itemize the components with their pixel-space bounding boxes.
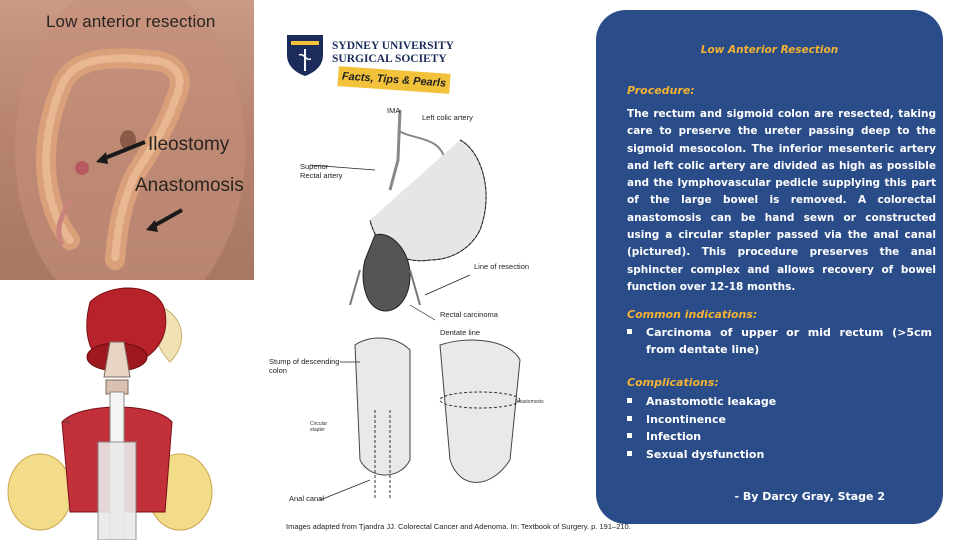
bullet-icon (627, 451, 632, 456)
indications-heading: Common indications: (627, 308, 758, 321)
complication-text: Sexual dysfunction (646, 448, 765, 461)
superior-rectal-label: Superior Rectal artery (300, 162, 343, 180)
complication-item (627, 393, 776, 410)
complication-text: Infection (646, 430, 702, 443)
stapler-drawing (0, 282, 254, 540)
complications-heading: Complications: (627, 376, 719, 389)
complication-item (627, 428, 701, 445)
ileostomy-label: Ileostomy (148, 134, 230, 155)
complication-text: Anastomotic leakage (646, 395, 777, 408)
society-name-line1: SYDNEY UNIVERSITY (332, 40, 454, 52)
complication-item (627, 446, 764, 463)
bullet-icon (627, 398, 632, 403)
sydney-uni-shield-logo (283, 33, 327, 77)
bullet-icon (627, 329, 632, 334)
anastomosis-label: Anastomosis (135, 175, 244, 196)
complication-item (627, 411, 726, 428)
info-card (596, 10, 943, 524)
circular-stapler-illustration (0, 282, 254, 540)
bullet-icon (627, 433, 632, 438)
indication-text: Carcinoma of upper or mid rectum (>5cm from dentate line) (646, 326, 932, 357)
colon-anatomy-photo (0, 0, 254, 280)
procedure-heading: Procedure: (627, 84, 695, 97)
ima-label: IMA (387, 106, 401, 115)
logo-tagline: Facts, Tips & Pearls (337, 66, 450, 94)
procedure-text: The rectum and sigmoid colon are resected, taking care to preserve the ureter passing deep to the sigmoid mesocolon. The inferior mesenteric artery and left colic artery are divided as high as possible and the lymphovascular pedicle supplying this part of the large bowel is removed. A colorectal anastomosis can be hand sewn or constructed using a circular stapler passed via the anal canal (pictured). This procedure preserves the anal sphincter complex and allows recovery of bowel function over 12-18 months. (627, 108, 936, 293)
image-caption: Images adapted from Tjandra JJ. Colorectal Cancer and Adenoma. In: Textbook of Surgery. p. 191–210. (286, 522, 631, 531)
bullet-icon (627, 416, 632, 421)
card-title: Low Anterior Resection (700, 44, 839, 56)
indication-item (627, 324, 936, 359)
line-of-resection-label: Line of resection (474, 262, 530, 271)
photo-title: Low anterior resection (46, 12, 216, 31)
anal-canal-label: Anal canal (289, 494, 325, 503)
dentate-line-label: Dentate line (440, 328, 481, 337)
society-name-line2: SURGICAL SOCIETY (332, 53, 447, 65)
author-credit: - By Darcy Gray, Stage 2 (734, 490, 885, 503)
left-colic-label: Left colic artery (422, 113, 473, 122)
circular-stapler-label: Circular stapler (310, 421, 328, 433)
rectal-carcinoma-label: Rectal carcinoma (440, 310, 498, 319)
complication-text: Incontinence (646, 413, 726, 426)
anastomosis-diagram-label: Anastomosis (515, 399, 544, 405)
society-name (332, 40, 454, 66)
stump-label: Stump of descending colon (269, 357, 340, 375)
